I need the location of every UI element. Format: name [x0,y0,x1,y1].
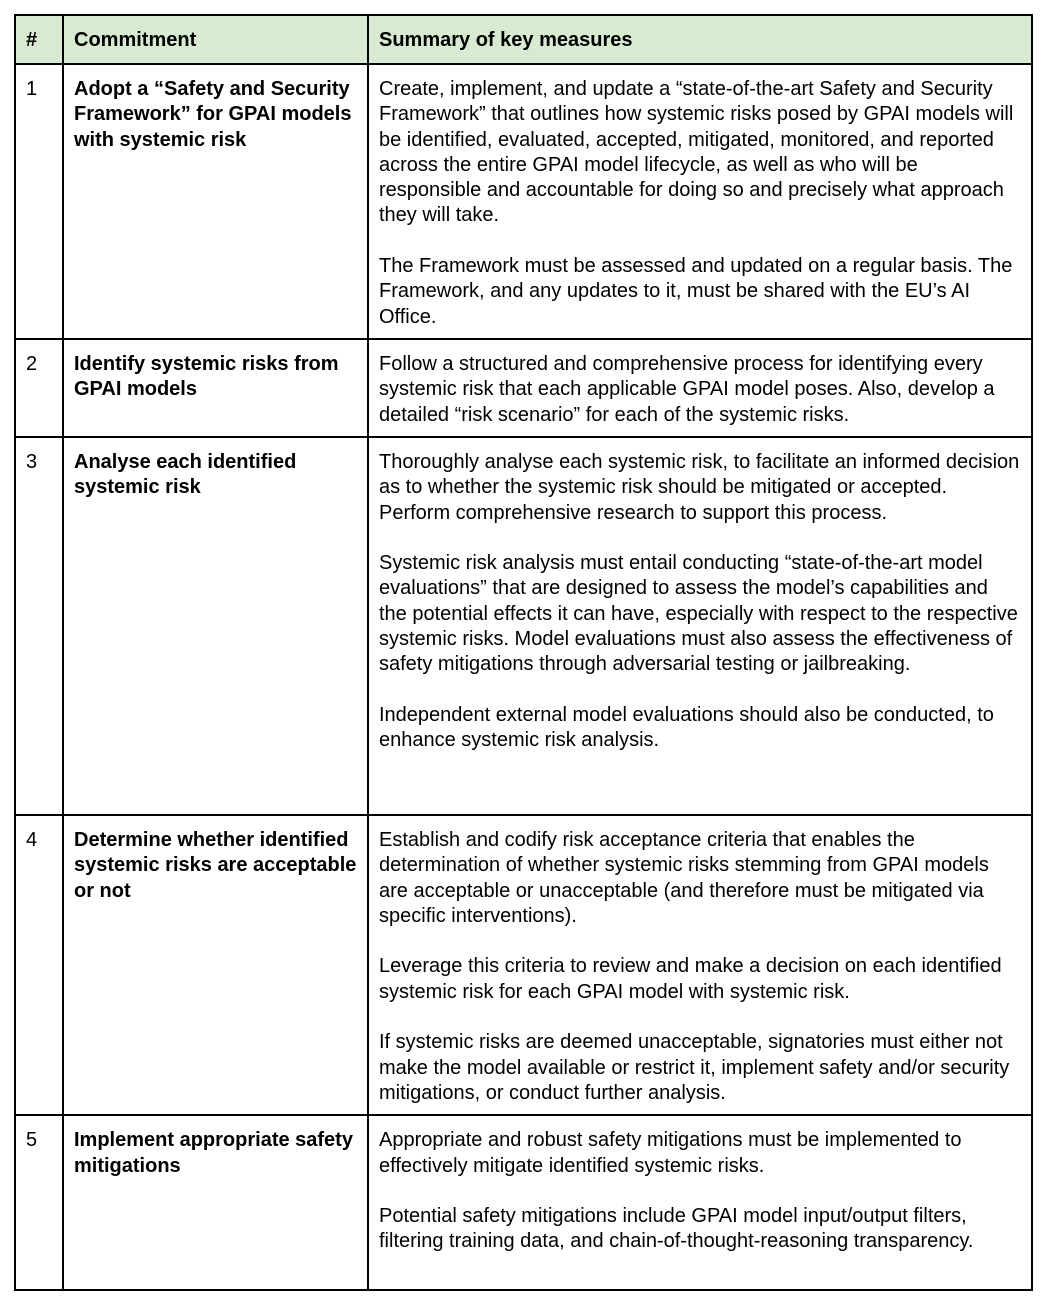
header-commitment: Commitment [63,15,368,64]
table-row [15,437,1032,815]
header-summary: Summary of key measures [368,15,1032,64]
summary-paragraph: Potential safety mitigations include GPAI model input/output filters, filtering training data, and chain-of-thought-reasoning transparency. [379,1205,974,1253]
commitment-cell: Analyse each identified systemic risk [63,437,368,815]
table-row [15,64,1032,339]
summary-cell [368,437,1032,815]
summary-paragraph: Follow a structured and comprehensive process for identifying every systemic risk that each applicable GPAI model poses. Also, develop a detailed “risk scenario” for each of the systemic risks. [379,353,995,426]
summary-paragraph: Thoroughly analyse each systemic risk, to facilitate an informed decision as to whether the systemic risk should be mitigated or accepted. Perform comprehensive research to support this process. [379,451,1020,524]
table-row [15,1115,1032,1290]
summary-paragraph: The Framework must be assessed and updated on a regular basis. The Framework, and any updates to it, must be shared with the EU’s AI Office. [379,255,1013,328]
summary-cell [368,64,1032,339]
table-row [15,339,1032,437]
summary-paragraph: Independent external model evaluations should also be conducted, to enhance systemic risk analysis. [379,703,994,752]
table-row [15,815,1032,1115]
commitment-cell: Identify systemic risks from GPAI models [63,339,368,437]
row-number: 3 [15,437,63,815]
summary-paragraph: Appropriate and robust safety mitigations must be implemented to effectively mitigate identified systemic risks. [379,1129,962,1177]
commitment-cell: Implement appropriate safety mitigations [63,1115,368,1290]
row-number: 2 [15,339,63,437]
commitments-table [14,14,1033,1291]
summary-paragraph: Leverage this criteria to review and make a decision on each identified systemic risk for each GPAI model with systemic risk. [379,955,1002,1003]
summary-paragraph: If systemic risks are deemed unacceptable, signatories must either not make the model available or restrict it, implement safety and/or security mitigations, or conduct further analysis. [379,1031,1010,1104]
summary-cell [368,815,1032,1115]
summary-cell [368,1115,1032,1290]
commitment-cell: Adopt a “Safety and Security Framework” for GPAI models with systemic risk [63,64,368,339]
row-number: 5 [15,1115,63,1290]
summary-paragraph: Systemic risk analysis must entail conducting “state-of-the-art model evaluations” that are designed to assess the model’s capabilities and the potential effects it can have, especially with respect to the respective systemic risks. Model evaluations must also assess the effectiveness of safety mitigations through adversarial testing or jailbreaking. [379,552,1018,676]
row-number: 4 [15,815,63,1115]
header-row [15,15,1032,64]
commitment-cell: Determine whether identified systemic risks are acceptable or not [63,815,368,1115]
row-number: 1 [15,64,63,339]
summary-paragraph: Establish and codify risk acceptance criteria that enables the determination of whether systemic risks stemming from GPAI models are acceptable or unacceptable (and therefore must be mitigated via specific interventions). [379,829,989,927]
header-num: # [15,15,63,64]
summary-cell [368,339,1032,437]
summary-paragraph: Create, implement, and update a “state-of-the-art Safety and Security Framework” that outlines how systemic risks posed by GPAI models will be identified, evaluated, accepted, mitigated, monitored, and reported across the entire GPAI model lifecycle, as well as who will be responsible and accountable for doing so and precisely what approach they will take. [379,78,1014,227]
